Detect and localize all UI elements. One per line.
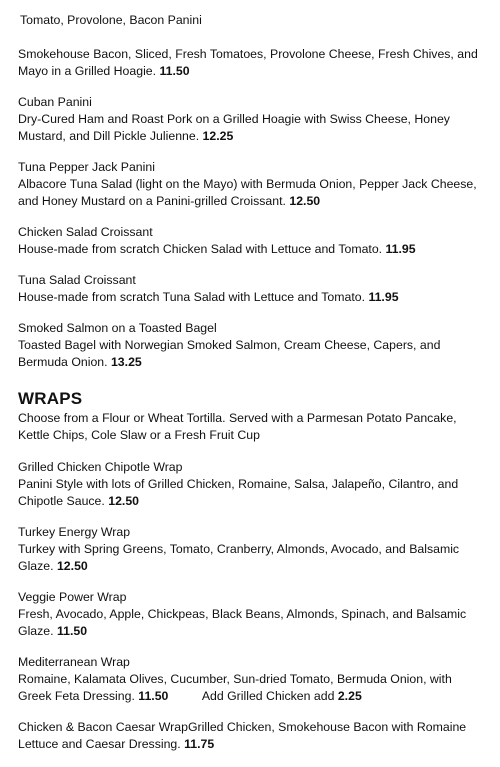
item-price: 11.95 bbox=[368, 290, 399, 304]
item-price: 12.50 bbox=[108, 494, 140, 508]
item-description: Fresh, Avocado, Apple, Chickpeas, Black Beans, Almonds, Spinach, and Balsamic Glaze. bbox=[18, 607, 467, 638]
menu-item-smoked-salmon-bagel bbox=[18, 320, 484, 371]
item-description: Albacore Tuna Salad (light on the Mayo) with Bermuda Onion, Pepper Jack Cheese, and Honey Mustard on a Panini-grilled Croissant. bbox=[18, 177, 477, 208]
item-price: 11.50 bbox=[159, 64, 190, 78]
item-name: Smoked Salmon on a Toasted Bagel bbox=[18, 321, 217, 335]
menu-item-grilled-chicken-chipotle-wrap bbox=[18, 459, 484, 510]
menu-item-mediterranean-wrap bbox=[18, 654, 484, 705]
addon-price: 2.25 bbox=[337, 689, 362, 703]
addon-label: Add Grilled Chicken add bbox=[201, 689, 335, 703]
item-text: Chicken & Bacon Caesar WrapGrilled Chicken, Smokehouse Bacon with Romaine Lettuce and Caesar Dressing. bbox=[18, 720, 467, 751]
item-price: 12.50 bbox=[56, 559, 88, 573]
item-description: Turkey with Spring Greens, Tomato, Cranberry, Almonds, Avocado, and Balsamic Glaze. bbox=[18, 542, 460, 573]
item-description: Romaine, Kalamata Olives, Cucumber, Sun-dried Tomato, Bermuda Onion, with Greek Feta Dressing. bbox=[18, 672, 452, 703]
menu-item-chicken-salad-croissant bbox=[18, 224, 484, 258]
section-intro-wraps: Choose from a Flour or Wheat Tortilla. Served with a Parmesan Potato Pancake, Kettle Chips, Cole Slaw or a Fresh Fruit Cup bbox=[18, 411, 457, 442]
item-price: 13.25 bbox=[110, 355, 142, 369]
item-name: Cuban Panini bbox=[18, 95, 92, 109]
menu-item-tuna-pepper-jack-panini bbox=[18, 159, 484, 210]
item-price: 11.50 bbox=[56, 624, 88, 638]
menu-item-chicken-bacon-caesar-wrap bbox=[18, 719, 484, 753]
item-description: Toasted Bagel with Norwegian Smoked Salmon, Cream Cheese, Capers, and Bermuda Onion. bbox=[18, 338, 441, 369]
item-description: House-made from scratch Chicken Salad with Lettuce and Tomato. bbox=[18, 242, 383, 256]
item-name: Veggie Power Wrap bbox=[18, 590, 127, 604]
item-price: 12.50 bbox=[289, 194, 321, 208]
menu-item-cuban-panini bbox=[18, 94, 484, 145]
menu-item-turkey-energy-wrap bbox=[18, 524, 484, 575]
item-price: 12.25 bbox=[202, 129, 234, 143]
item-name: Mediterranean Wrap bbox=[18, 655, 130, 669]
item-name: Chicken Salad Croissant bbox=[18, 225, 153, 239]
item-name: Turkey Energy Wrap bbox=[18, 525, 131, 539]
item-name: Tuna Pepper Jack Panini bbox=[18, 160, 155, 174]
menu-item-tuna-salad-croissant bbox=[18, 272, 484, 306]
item-name: Tuna Salad Croissant bbox=[18, 273, 136, 287]
menu-item-tomato-provolone-bacon-panini bbox=[18, 12, 484, 80]
menu-page bbox=[18, 12, 484, 767]
item-description: House-made from scratch Tuna Salad with Lettuce and Tomato. bbox=[18, 290, 366, 304]
item-addon bbox=[202, 689, 362, 703]
item-description: Dry-Cured Ham and Roast Pork on a Grilled Hoagie with Swiss Cheese, Honey Mustard, and Dill Pickle Julienne. bbox=[18, 112, 450, 143]
item-price: 11.95 bbox=[385, 242, 416, 256]
item-description: Smokehouse Bacon, Sliced, Fresh Tomatoes, Provolone Cheese, Fresh Chives, and Mayo in a Grilled Hoagie. bbox=[18, 47, 478, 78]
section-title-wraps: WRAPS bbox=[18, 389, 83, 408]
item-price: 11.50 bbox=[138, 689, 169, 703]
item-price: 11.75 bbox=[184, 737, 215, 751]
item-name: Grilled Chicken Chipotle Wrap bbox=[18, 460, 183, 474]
item-name: Tomato, Provolone, Bacon Panini bbox=[20, 13, 202, 27]
menu-item-veggie-power-wrap bbox=[18, 589, 484, 640]
item-description: Panini Style with lots of Grilled Chicken, Romaine, Salsa, Jalapeño, Cilantro, and Chipotle Sauce. bbox=[18, 477, 459, 508]
